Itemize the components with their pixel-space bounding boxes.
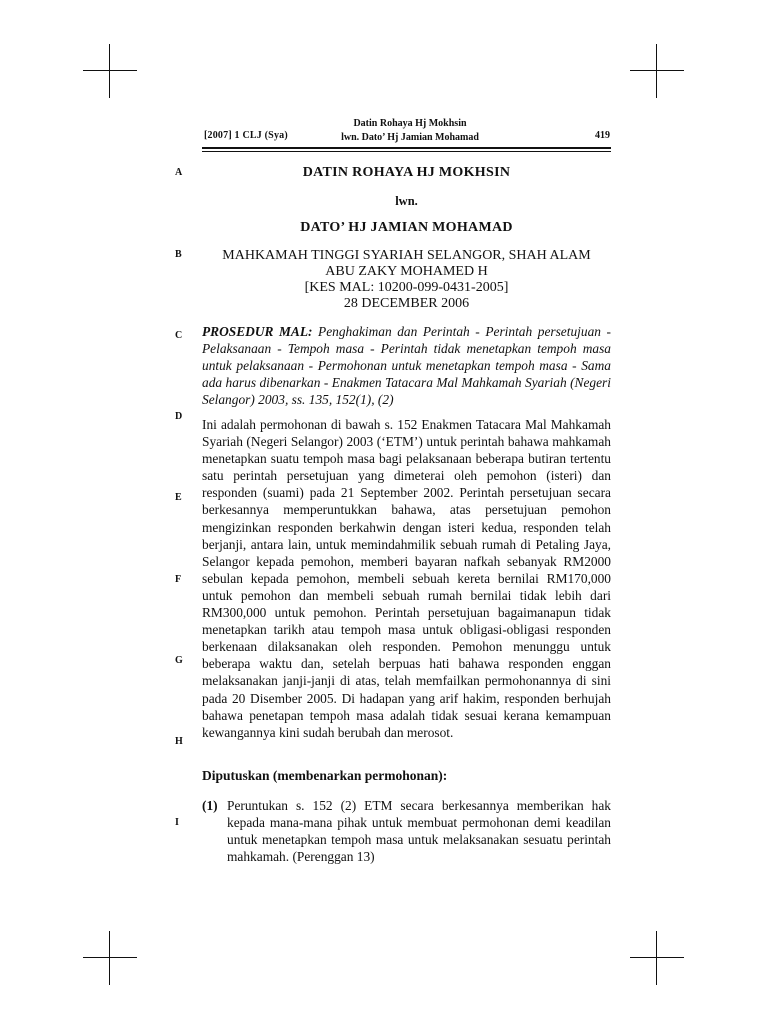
- running-header-case-line-2: lwn. Dato’ Hj Jamian Mohamad: [341, 132, 479, 143]
- case-summary: Ini adalah permohonan di bawah s. 152 Enakmen Tatacara Mal Mahkamah Syariah (Negeri Selangor) 2003 (‘ETM’) untuk perintah bahawa mahkamah menetapkan suatu tempoh masa bagi pelaksanaan beberapa butiran tertentu satu perintah persetujuan yang dimeterai oleh pemohon (isteri) dan responden (suami) pada 21 September 2002. Perintah persetujuan secara berkesannya memperuntukkan bahawa, atas persetujuan pemohon mengizinkan responden berkahwin dengan isteri kedua, responden telah berjanji, antara lain, untuk memindahmilik sebuah rumah di Petaling Jaya, Selangor kepada pemohon, memberi bayaran nafkah sebanyak RM2000 sebulan kepada pemohon, membeli sebuah kereta bernilai RM170,000 untuk pemohon dan membeli sebuah rumah bernilai tidak lebih dari RM300,000 untuk pemohon. Perintah persetujuan bagaimanapun tidak menetapkan tarikh atau tempoh masa untuk obligasi-obligasi responden berkenaan dilaksanakan oleh responden. Pemohon menunggu untuk beberapa waktu dan, setelah berpuas hati bahawa responden enggan melaksanakan janji-janji di atas, telah memfailkan permohonannya di sini pada 20 Disember 2005. Di hadapan yang arif hakim, responden berhujah bahawa penetapan tempoh masa adalah tidak sesuai kerana kemampuan kewangannya kini sudah berubah dan merosot.: [202, 417, 611, 740]
- catchwords: [202, 323, 611, 408]
- held-item: [202, 797, 611, 865]
- margin-letter-g: G: [175, 655, 183, 666]
- court-block: [202, 248, 611, 312]
- court-name: MAHKAMAH TINGGI SYARIAH SELANGOR, SHAH ALAM: [222, 248, 591, 263]
- margin-letter-f: F: [175, 574, 182, 585]
- case-defendant: DATO’ HJ JAMIAN MOHAMAD: [300, 220, 513, 235]
- held-item-number: (1): [202, 798, 218, 813]
- margin-letter-a: A: [175, 167, 183, 178]
- margin-letter-h: H: [175, 736, 183, 747]
- margin-letter-c: C: [175, 330, 183, 341]
- case-number: [KES MAL: 10200-099-0431-2005]: [304, 280, 509, 295]
- judge-name: ABU ZAKY MOHAMED H: [325, 264, 488, 279]
- margin-letter-e: E: [175, 492, 182, 503]
- running-header-case-line-1: Datin Rohaya Hj Mokhsin: [353, 118, 467, 129]
- header-rule-thin: [202, 151, 611, 152]
- running-header-case-name: [318, 117, 502, 145]
- catchwords-lead: PROSEDUR MAL:: [202, 324, 313, 339]
- margin-letter-i: I: [175, 817, 179, 828]
- page-number: 419: [595, 130, 610, 141]
- held-heading: Diputuskan (membenarkan permohonan):: [202, 768, 448, 783]
- crop-mark-top-right: [630, 44, 684, 98]
- margin-letter-d: D: [175, 411, 183, 422]
- case-versus: lwn.: [395, 194, 418, 208]
- crop-mark-top-left: [83, 44, 137, 98]
- running-header-citation: [2007] 1 CLJ (Sya): [204, 130, 288, 141]
- header-rule-thick: [202, 147, 611, 149]
- margin-letter-b: B: [175, 249, 182, 260]
- held-item-text: Peruntukan s. 152 (2) ETM secara berkesannya memberikan hak kepada mana-mana pihak untuk membuat permohonan demi keadilan untuk menetapkan tempoh masa untuk melaksanakan sesuatu perintah mahkamah. (Perenggan 13): [227, 798, 611, 865]
- crop-mark-bottom-right: [630, 931, 684, 985]
- crop-mark-bottom-left: [83, 931, 137, 985]
- decision-date: 28 DECEMBER 2006: [343, 296, 470, 311]
- catchwords-text: Penghakiman dan Perintah - Perintah persetujuan - Pelaksanaan - Tempoh masa - Perintah tidak menetapkan tempoh masa untuk pelaksanaan - Permohonan untuk menetapkan tempoh masa - Sama ada harus dibenarkan - Enakmen Tatacara Mal Mahkamah Syariah (Negeri Selangor) 2003, ss. 135, 152(1), (2): [202, 324, 611, 408]
- case-plaintiff: DATIN ROHAYA HJ MOKHSIN: [302, 165, 511, 180]
